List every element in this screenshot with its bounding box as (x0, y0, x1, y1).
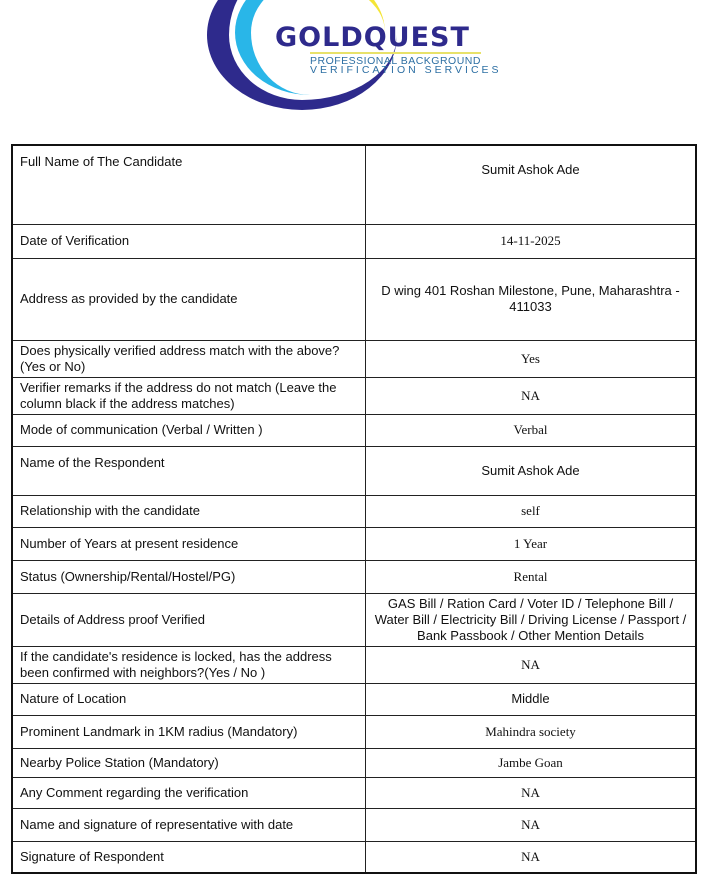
row-label: Relationship with the candidate (12, 495, 366, 527)
goldquest-logo (205, 0, 505, 112)
logo-tagline-2: VERIFICATION SERVICES (310, 64, 502, 76)
table-row (12, 560, 696, 593)
table-row (12, 748, 696, 777)
table-row (12, 377, 696, 414)
table-row (12, 495, 696, 527)
row-value: Verbal (366, 414, 697, 446)
row-value: NA (366, 841, 697, 873)
table-row (12, 340, 696, 377)
row-label: Status (Ownership/Rental/Hostel/PG) (12, 560, 366, 593)
row-label: Address as provided by the candidate (12, 258, 366, 340)
table-row (12, 646, 696, 683)
row-value: Sumit Ashok Ade (366, 145, 697, 224)
table-row (12, 593, 696, 646)
table-row (12, 446, 696, 495)
row-value: self (366, 495, 697, 527)
row-value: Jambe Goan (366, 748, 697, 777)
row-label: Number of Years at present residence (12, 527, 366, 560)
row-value: Sumit Ashok Ade (366, 446, 697, 495)
row-value: GAS Bill / Ration Card / Voter ID / Telephone Bill / Water Bill / Electricity Bill / Driving License / Passport / Bank Passbook / Other Mention Details (366, 593, 697, 646)
row-value: NA (366, 777, 697, 808)
row-value: Rental (366, 560, 697, 593)
row-value: D wing 401 Roshan Milestone, Pune, Maharashtra - 411033 (366, 258, 697, 340)
row-value: 14-11-2025 (366, 224, 697, 258)
table-row (12, 414, 696, 446)
row-label: If the candidate's residence is locked, has the address been confirmed with neighbors?(Yes / No ) (12, 646, 366, 683)
row-value: Mahindra society (366, 715, 697, 748)
row-label: Does physically verified address match with the above? (Yes or No) (12, 340, 366, 377)
row-value: Middle (366, 683, 697, 715)
row-label: Verifier remarks if the address do not match (Leave the column black if the address matches) (12, 377, 366, 414)
row-label: Nearby Police Station (Mandatory) (12, 748, 366, 777)
row-label: Details of Address proof Verified (12, 593, 366, 646)
row-label: Nature of Location (12, 683, 366, 715)
verification-table (11, 144, 697, 874)
row-label: Date of Verification (12, 224, 366, 258)
row-value: 1 Year (366, 527, 697, 560)
table-row (12, 808, 696, 841)
table-row (12, 258, 696, 340)
table-row (12, 841, 696, 873)
table-row (12, 145, 696, 224)
row-label: Prominent Landmark in 1KM radius (Mandatory) (12, 715, 366, 748)
table-row (12, 527, 696, 560)
row-label: Mode of communication (Verbal / Written ) (12, 414, 366, 446)
row-label: Name of the Respondent (12, 446, 366, 495)
row-label: Signature of Respondent (12, 841, 366, 873)
row-value: NA (366, 377, 697, 414)
row-value: NA (366, 646, 697, 683)
table-row (12, 777, 696, 808)
logo-tagline-1: PROFESSIONAL BACKGROUND (310, 52, 481, 67)
row-value: NA (366, 808, 697, 841)
row-value: Yes (366, 340, 697, 377)
logo-brand: GOLDQUEST (275, 22, 470, 53)
table-row (12, 715, 696, 748)
table-row (12, 683, 696, 715)
row-label: Any Comment regarding the verification (12, 777, 366, 808)
row-label: Name and signature of representative with date (12, 808, 366, 841)
row-label: Full Name of The Candidate (12, 145, 366, 224)
table-row (12, 224, 696, 258)
